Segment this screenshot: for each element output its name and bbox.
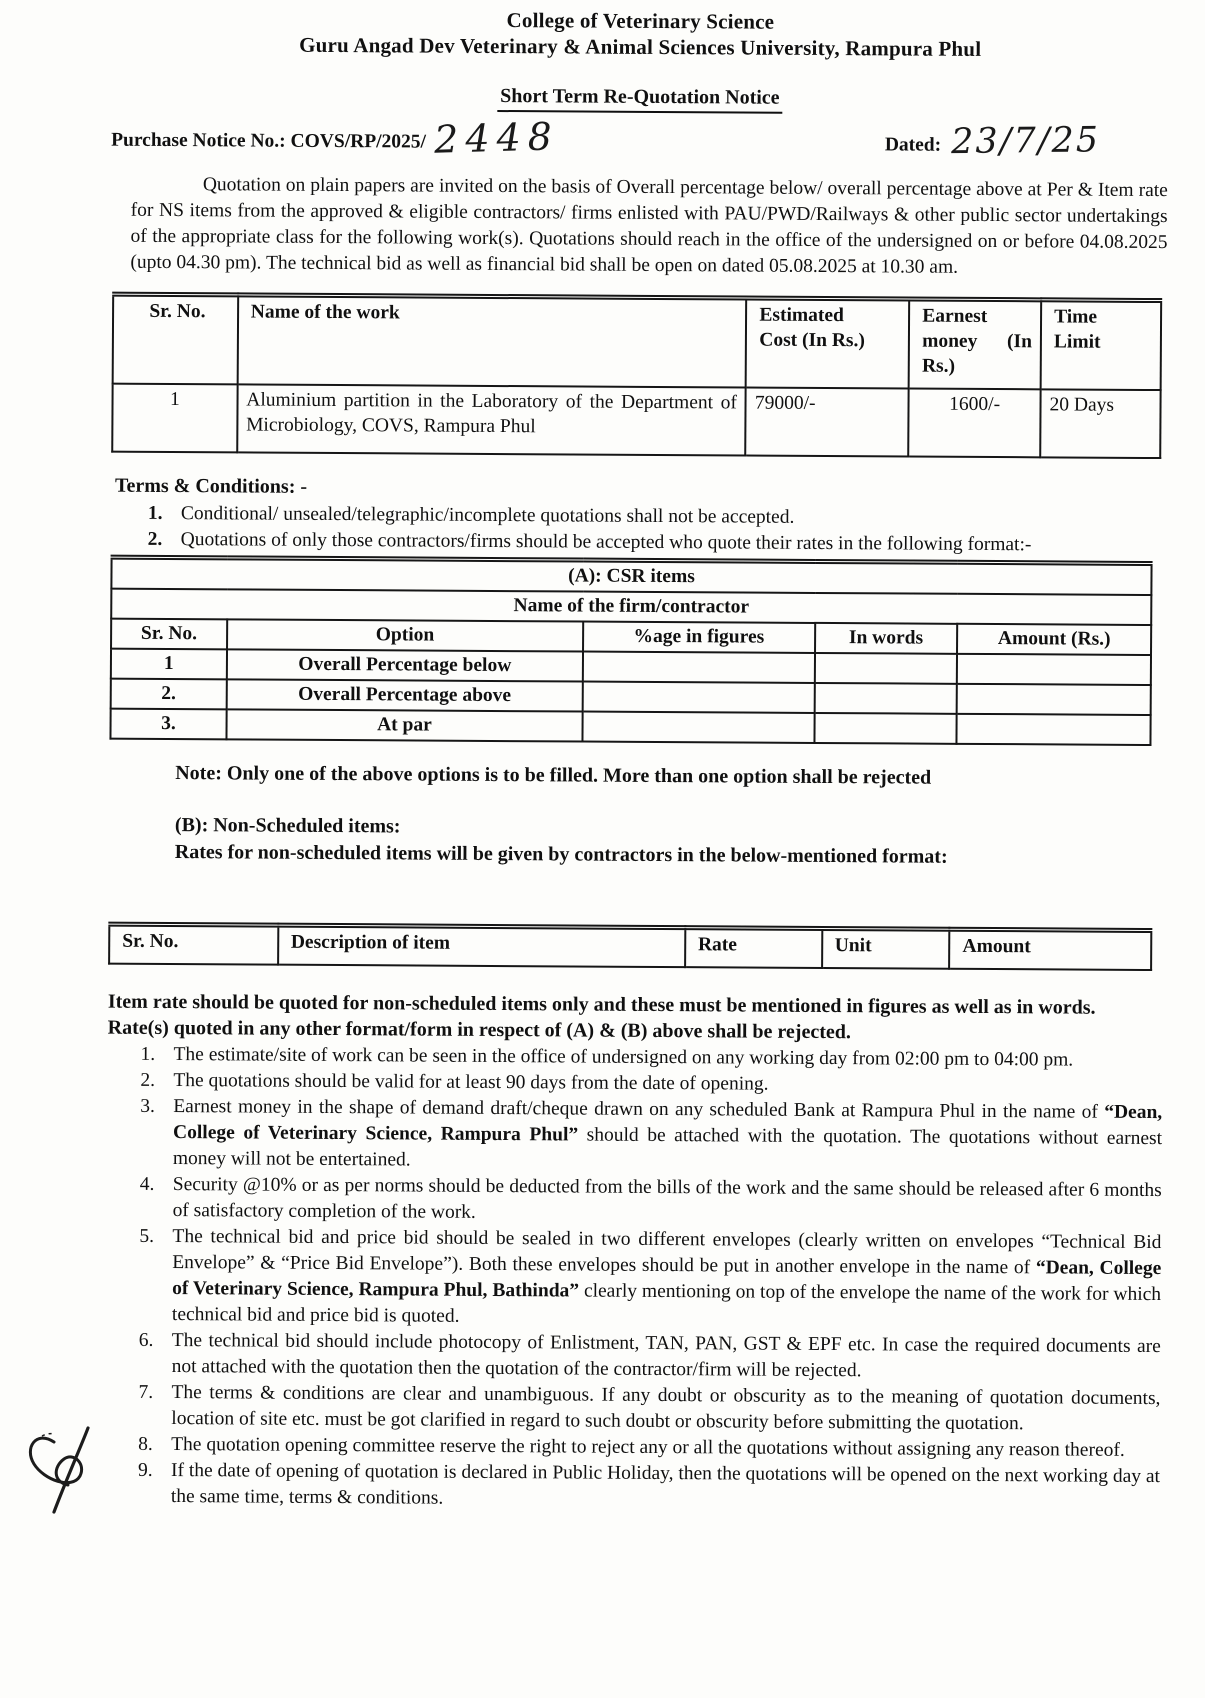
table-header-cell: Earnest money (In Rs.) <box>909 299 1041 389</box>
condition-item: The technical bid and price bid should be sealed in two different envelopes (clearly written on envelopes “Technical Bid Envelope” & “Price Bid Envelope”). Both these envelopes should be put in another envelope in the name of “Dean, College of Veterinary Science, Rampura Phul, Bathinda” clearly mentioning on top of the envelope the name of the work for which technical bid and price bid is quoted. <box>171 1226 1162 1327</box>
table-cell: 1 <box>111 649 227 680</box>
table-header-cell: Time Limit <box>1041 300 1162 390</box>
table-cell: 1 <box>112 384 237 453</box>
conditions-list <box>103 1042 1163 1516</box>
table-header-cell: In words <box>815 623 958 654</box>
dated-label: Dated: <box>884 134 942 156</box>
table-header-cell: Unit <box>822 928 950 968</box>
table-cell: Overall Percentage below <box>227 649 583 681</box>
handwritten-date: 23/7/25 <box>950 120 1101 163</box>
table-cell: Aluminium partition in the Laboratory of the Department of Microbiology, COVS, Rampura Phul <box>237 384 746 455</box>
table-row <box>112 384 1160 458</box>
table-cell <box>814 653 957 684</box>
purchase-notice-label: Purchase Notice No.: <box>111 129 286 152</box>
table-cell <box>957 684 1151 715</box>
notice-title: Short Term Re-Quotation Notice <box>497 83 783 114</box>
terms-item: Conditional/ unsealed/telegraphic/incomplete quotations shall not be accepted. <box>180 503 795 528</box>
table-header-cell: Option <box>227 619 583 651</box>
purchase-notice-row <box>111 113 1168 164</box>
table-header-cell: Amount <box>949 929 1151 970</box>
condition-item: The quotations should be valid for at least 90 days from the date of opening. <box>173 1070 769 1095</box>
table-header-cell: Rate <box>685 928 822 968</box>
dated <box>884 120 1101 163</box>
handwritten-notice-number: 2448 <box>433 113 560 162</box>
table-cell: 2. <box>111 679 227 710</box>
ns-header-row <box>109 924 1151 970</box>
terms-heading: Terms & Conditions: - <box>114 474 308 498</box>
section-b <box>175 812 1164 872</box>
csr-table-title: (A): CSR items <box>111 557 1151 595</box>
purchase-notice-prefix: COVS/RP/2025/ <box>290 130 427 153</box>
table-cell <box>583 682 815 713</box>
signature-scribble <box>22 1422 106 1522</box>
table-cell <box>814 713 957 744</box>
terms-item: Quotations of only those contractors/firms should be accepted who quote their rates in the following format:- <box>180 529 1032 556</box>
table-header-cell: %age in figures <box>583 622 815 653</box>
table-header-cell: Estimated Cost (In Rs.) <box>746 298 909 388</box>
csr-table <box>109 555 1152 746</box>
table-cell <box>957 654 1151 685</box>
condition-item: The technical bid should include photocopy of Enlistment, TAN, PAN, GST & EPF etc. In case the required documents are not attached with the quotation then the quotation of the contractor/firm will be rejected. <box>171 1330 1161 1382</box>
table-header-cell: Sr. No. <box>111 619 227 650</box>
table-cell: 3. <box>110 709 226 740</box>
condition-item: If the date of opening of quotation is declared in Public Holiday, then the quotations will be opened on the next working day at the same time, terms & conditions. <box>170 1460 1161 1509</box>
condition-item: Security @10% or as per norms should be deducted from the bills of the work and the same should be released after 6 months of satisfactory completion of the work. <box>172 1174 1162 1223</box>
table-cell: 20 Days <box>1040 389 1160 458</box>
table-cell <box>582 712 814 743</box>
condition-item: The terms & conditions are clear and unambiguous. If any doubt or obscurity as to the meaning of quotation documents, location of site etc. must be got clarified in regard to such doubt or obscurity before submitting the quotation. <box>171 1382 1161 1435</box>
table-cell: At par <box>226 709 582 741</box>
section-b-heading: (B): Non-Scheduled items: <box>174 814 401 838</box>
table-row <box>110 709 1150 745</box>
table-cell: Overall Percentage above <box>226 679 582 711</box>
non-scheduled-table <box>108 922 1152 971</box>
rate-reject-note: Rate(s) quoted in any other format/form in respect of (A) & (B) above shall be rejected. <box>107 1016 851 1044</box>
item-rate-note: Item rate should be quoted for non-scheduled items only and these must be mentioned in figures as well as in words. <box>107 990 1096 1019</box>
purchase-notice <box>111 113 560 162</box>
condition-item: The quotation opening committee reserve the right to reject any or all the quotations without assigning any reason thereof. <box>171 1434 1125 1461</box>
condition-item: Earnest money in the shape of demand draft/cheque drawn on any scheduled Bank at Rampura Phul in the name of “Dean, College of Veterinary Science, Rampura Phul” should be attached with the quotation. The quotations without earnest money will not be entertained. <box>172 1096 1163 1171</box>
college-name: College of Veterinary Science <box>506 8 775 34</box>
table-cell: 79000/- <box>746 388 909 457</box>
table-cell: 1600/- <box>908 389 1040 458</box>
table-header-cell: Sr. No. <box>109 924 278 965</box>
work-table-header-row <box>113 294 1162 390</box>
work-table <box>111 292 1162 459</box>
university-name: Guru Angad Dev Veterinary & Animal Sciences University, Rampura Phul <box>299 32 982 61</box>
table-cell <box>814 683 957 714</box>
table-cell <box>957 714 1151 745</box>
table-header-cell: Name of the work <box>237 295 746 388</box>
table-header-cell: Amount (Rs.) <box>957 624 1151 655</box>
terms-intro-list <box>109 501 1166 559</box>
section-b-subheading: Rates for non-scheduled items will be given by contractors in the below-mentioned format: <box>174 841 948 868</box>
table-header-cell: Sr. No. <box>113 294 238 384</box>
csr-note: Note: Only one of the above options is to be filled. More than one option shall be rejected <box>175 762 932 789</box>
document-header <box>111 5 1169 164</box>
table-cell <box>583 652 815 683</box>
table-header-cell: Description of item <box>278 925 685 967</box>
csr-table-subtitle: Name of the firm/contractor <box>111 589 1151 625</box>
condition-item: The estimate/site of work can be seen in the office of undersigned on any working day from 02:00 pm to 04:00 pm. <box>173 1044 1074 1071</box>
intro-paragraph: Quotation on plain papers are invited on the basis of Overall percentage below/ overall percentage above at Per & Item rate for NS items from the approved & eligible contractors/ firms enlisted with PAU/PWD/Railways & other public sector undertakings of the appropriate class for the following work(s). Quotations should reach in the office of the undersigned on or before 04.08.2025 (upto 04.30 pm). The technical bid as well as financial bid shall be open on dated 05.08.2025 at 10.30 am. <box>130 174 1168 278</box>
